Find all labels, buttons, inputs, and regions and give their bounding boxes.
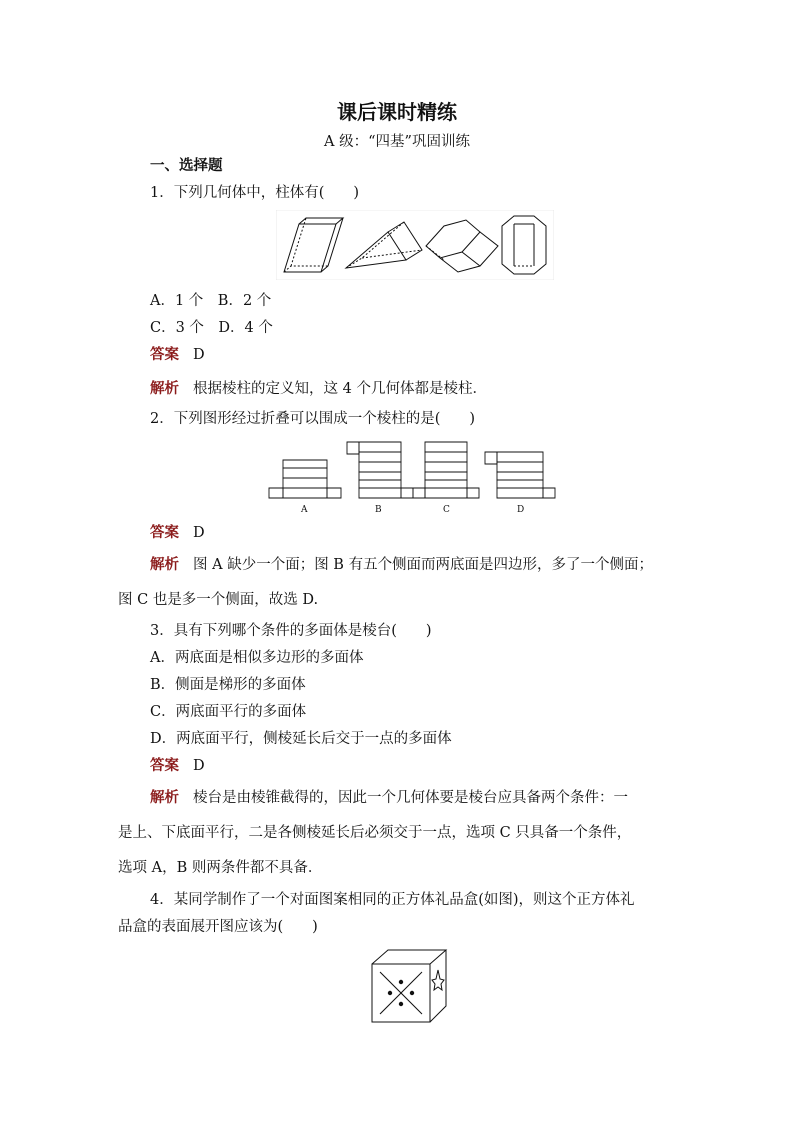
q3-stem: 3．具有下列哪个条件的多面体是棱台( ) [150,623,432,639]
analysis-tag: 解析 [150,556,179,573]
section-heading: 一、选择题 [150,157,223,174]
q4-gift-box-figure [364,944,456,1026]
analysis-text: 棱台是由棱锥截得的，因此一个几何体要是棱台应具备两个条件：一 [193,790,628,806]
q2-analysis-line1 [150,556,653,574]
page-title: 课后课时精练 [337,100,457,124]
q4-stem-line2: 品盒的表面展开图应该为( ) [118,919,318,935]
answer-value: D [193,347,205,363]
q2-stem: 2．下列图形经过折叠可以围成一个棱柱的是( ) [150,411,476,427]
net-label-c: C [443,505,450,515]
q3-option-a: A．两底面是相似多边形的多面体 [150,650,364,666]
answer-tag: 答案 [150,346,179,363]
q3-option-d: D．两底面平行，侧棱延长后交于一点的多面体 [150,731,452,747]
net-label-a: A [301,505,308,515]
q1-options-ab: A．1 个 B．2 个 [150,293,272,309]
q1-solids-figure [276,210,554,280]
slanted-prism-icon [284,218,343,272]
octagonal-prism-icon [502,216,546,274]
triangular-prism-icon [346,222,422,268]
net-c-figure [413,442,479,498]
q3-option-c: C．两底面平行的多面体 [150,704,307,720]
analysis-text: 根据棱柱的定义知，这 4 个几何体都是棱柱． [193,381,487,397]
net-b-figure [347,442,413,498]
cross-dots-icon [380,972,422,1014]
star-icon [432,970,444,990]
q2-analysis-line2: 图 C 也是多一个侧面，故选 D. [118,592,319,608]
net-a-figure [269,460,341,498]
q3-analysis-line1 [150,789,628,807]
q2-nets-figure [267,436,557,516]
q3-option-b: B．侧面是梯形的多面体 [150,677,306,693]
cube-top-face [372,950,446,964]
page-subtitle: A 级：“四基”巩固训练 [324,134,470,150]
analysis-text: 图 A 缺少一个面；图 B 有五个侧面而两底面是四边形，多了一个侧面； [193,557,654,573]
net-d-figure [485,452,555,498]
q1-answer [150,346,205,364]
analysis-tag: 解析 [150,380,179,397]
q1-options-cd: C．3 个 D．4 个 [150,320,273,336]
answer-tag: 答案 [150,524,179,541]
answer-value: D [193,758,205,774]
q1-analysis [150,380,487,398]
answer-value: D [193,525,205,541]
net-label-b: B [375,505,382,515]
q3-analysis-line3: 选项 A，B 则两条件都不具备． [118,860,323,876]
hexagonal-prism-icon [426,220,498,272]
net-label-d: D [517,505,525,515]
analysis-tag: 解析 [150,789,179,806]
q3-answer [150,757,205,775]
answer-tag: 答案 [150,757,179,774]
q2-answer [150,524,205,542]
q3-analysis-line2: 是上、下底面平行，二是各侧棱延长后必须交于一点，选项 C 只具备一个条件， [118,825,632,841]
cube-side-face [430,950,446,1022]
q1-stem: 1．下列几何体中，柱体有( ) [150,185,360,201]
q4-stem-line1: 4．某同学制作了一个对面图案相同的正方体礼品盒(如图)，则这个正方体礼 [150,892,635,908]
